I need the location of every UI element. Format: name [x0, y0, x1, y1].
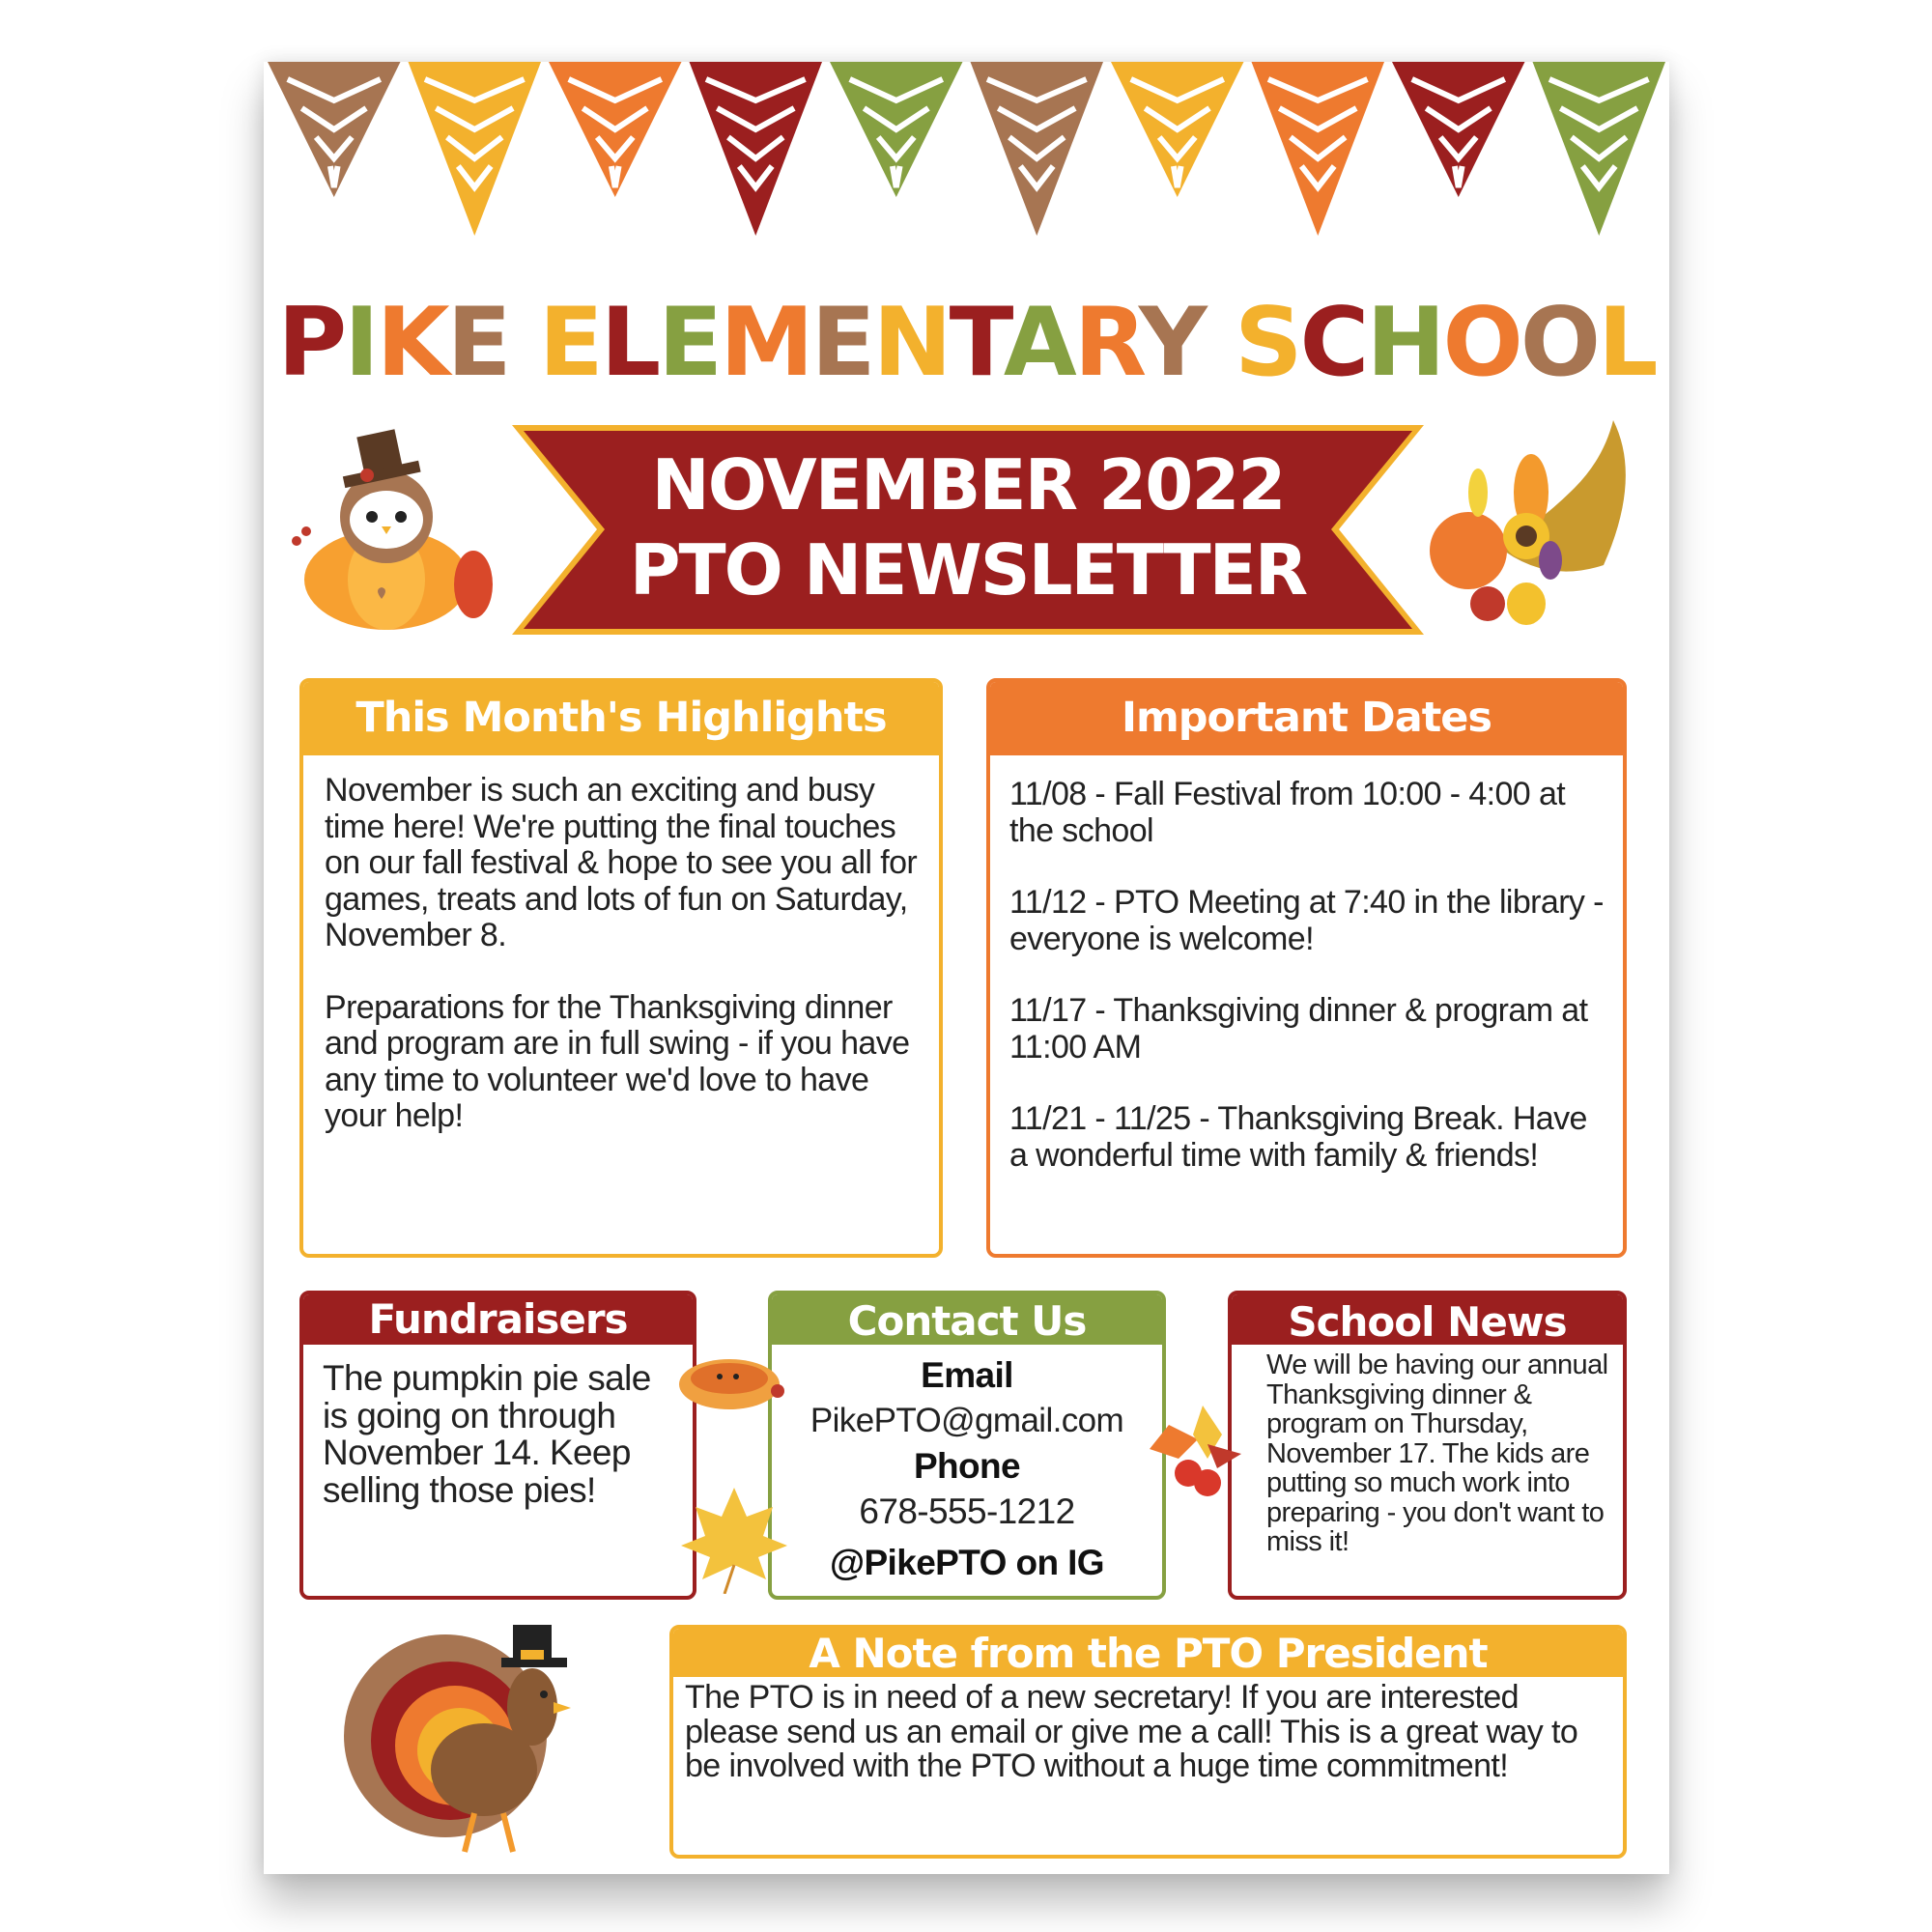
bunting-decoration [264, 62, 1669, 255]
president-note-body: The PTO is in need of a new secretary! If you are interested please send us an email or give me a call! This is a great way to be involved with the PTO without a huge time commitment! [685, 1679, 1578, 1784]
school-news-section [1228, 1291, 1627, 1600]
bunting-flag [1533, 62, 1666, 236]
title-letter: H [1366, 288, 1443, 398]
title-letter [509, 288, 539, 398]
title-letter: K [376, 288, 447, 398]
important-dates-section [986, 678, 1627, 1258]
date-item: 11/12 - PTO Meeting at 7:40 in the library - everyone is welcome! [1009, 884, 1604, 957]
bunting-flag [1392, 62, 1525, 197]
bunting-flag [409, 62, 542, 236]
title-letter: O [1442, 288, 1520, 398]
title-letter: A [1003, 288, 1074, 398]
title-letter: C [1299, 288, 1367, 398]
title-letter [1205, 288, 1235, 398]
title-letter: E [810, 288, 873, 398]
president-note-heading: A Note from the PTO President [673, 1629, 1623, 1677]
title-letter: P [277, 288, 345, 398]
banner-line-1: NOVEMBER 2022 [651, 444, 1285, 526]
maple-leaf-icon [681, 1488, 787, 1594]
email-label: Email [921, 1355, 1013, 1395]
title-letter: I [344, 288, 377, 398]
highlights-heading: This Month's Highlights [303, 682, 939, 755]
cornucopia-illustration [1420, 415, 1637, 642]
bunting-flag [1111, 62, 1244, 197]
banner-line-2: PTO NEWSLETTER [629, 529, 1307, 611]
contact-heading: Contact Us [772, 1294, 1162, 1345]
title-letter: L [600, 288, 659, 398]
title-letter: R [1073, 288, 1139, 398]
school-news-body: We will be having our annual Thanksgiving dinner & program on Thursday, November 17. The kids are putting so much work into preparing - you don't want to miss it! [1266, 1350, 1608, 1557]
date-item: 11/08 - Fall Festival from 10:00 - 4:00 at the school [1009, 776, 1566, 849]
dates-heading: Important Dates [990, 682, 1623, 755]
bunting-flag [830, 62, 963, 197]
title-letter: E [538, 288, 601, 398]
date-item: 11/17 - Thanksgiving dinner & program at 11:00 AM [1009, 992, 1588, 1065]
title-letter: E [658, 288, 721, 398]
date-item: 11/21 - 11/25 - Thanksgiving Break. Have a wonderful time with family & friends! [1009, 1100, 1587, 1174]
bunting-flag [268, 62, 401, 197]
fundraisers-section [299, 1291, 696, 1600]
title-letter: Y [1138, 288, 1205, 398]
bunting-flag [690, 62, 823, 236]
owl-pumpkin-illustration [285, 425, 502, 633]
highlights-section [299, 678, 943, 1258]
highlights-paragraph: November is such an exciting and busy time here! We're putting the final touches on our fall festival & hope to see you all for games, treats and lots of fun on Saturday, November 8. [325, 772, 918, 953]
title-letter: E [446, 288, 509, 398]
pie-icon [676, 1348, 790, 1415]
title-letter: L [1598, 288, 1656, 398]
president-note-section [669, 1625, 1627, 1859]
title-letter: O [1520, 288, 1599, 398]
turkey-pilgrim-illustration [339, 1615, 585, 1861]
instagram-handle[interactable]: @PikePTO on IG [829, 1543, 1104, 1582]
phone-number[interactable]: 678-555-1212 [859, 1492, 1075, 1531]
phone-label: Phone [913, 1446, 1021, 1486]
school-news-heading: School News [1232, 1294, 1623, 1345]
school-title [264, 290, 1669, 396]
banner-text [512, 442, 1424, 612]
autumn-leaves-icon [1150, 1406, 1246, 1502]
fundraisers-heading: Fundraisers [303, 1294, 693, 1345]
bunting-flag [971, 62, 1104, 236]
title-letter: S [1234, 288, 1300, 398]
contact-section [768, 1291, 1166, 1600]
fundraisers-body: The pumpkin pie sale is going on through November 14. Keep selling those pies! [323, 1358, 651, 1510]
title-letter: T [949, 288, 1004, 398]
bunting-flag [549, 62, 682, 197]
title-letter: N [872, 288, 950, 398]
title-letter: M [720, 288, 811, 398]
bunting-flag [1252, 62, 1385, 236]
email-link[interactable]: PikePTO@gmail.com [810, 1402, 1124, 1439]
highlights-paragraph: Preparations for the Thanksgiving dinner and program are in full swing - if you have any time to volunteer we'd love to have your help! [325, 988, 910, 1134]
